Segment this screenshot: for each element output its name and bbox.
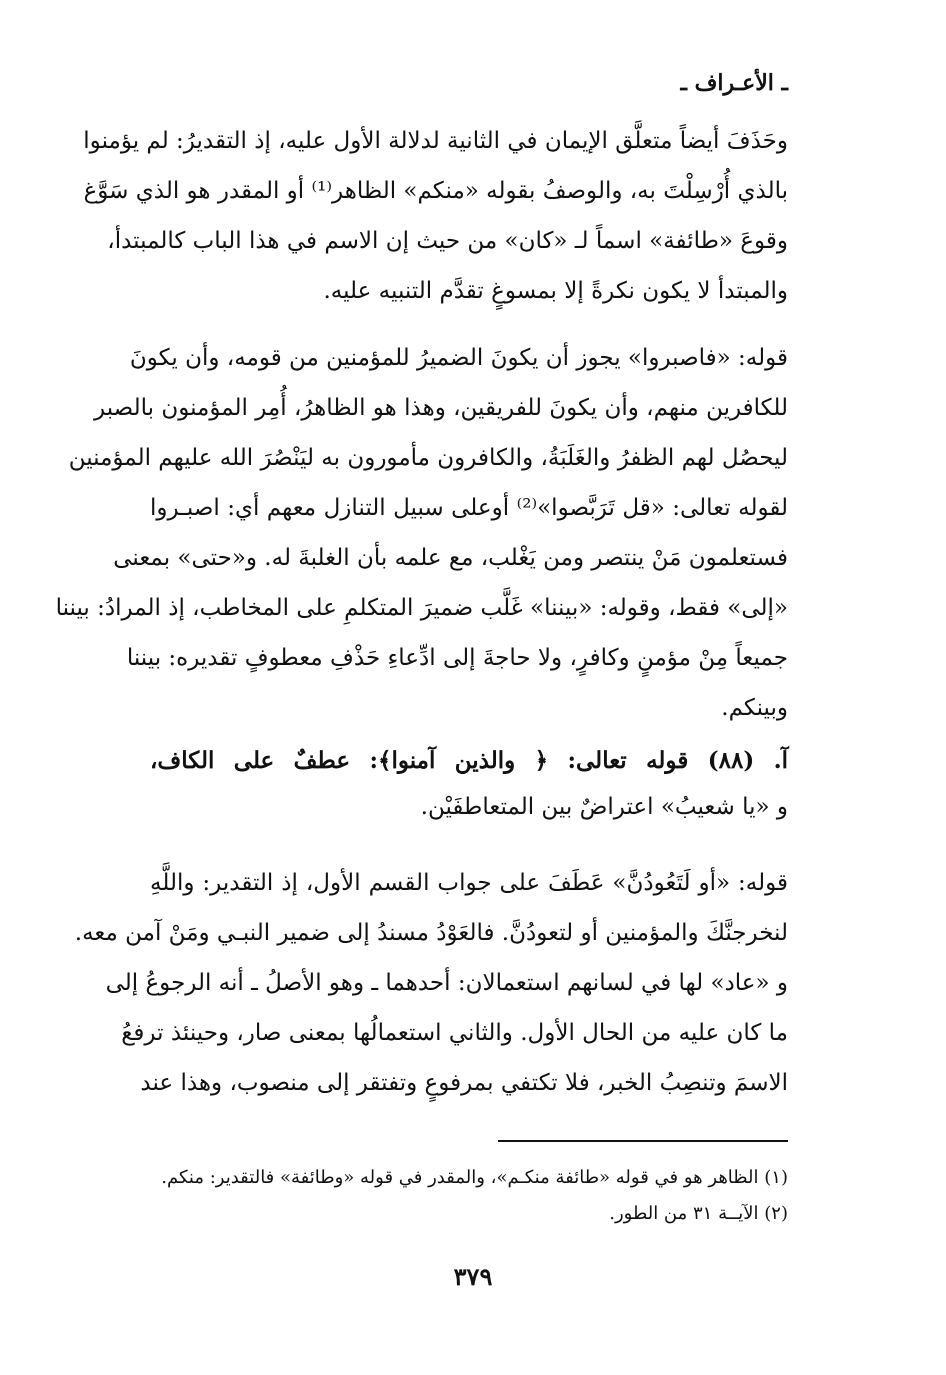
footnote-2: (٢) الآيــة ٣١ من الطور. (609, 1203, 788, 1224)
footnote-divider (498, 1140, 788, 1142)
text-line: «إلى» فقط، وقوله: «بيننا» غَلَّب ضميرَ المتكلمِ على المخاطب، إذ المرادُ: بيننا (55, 595, 788, 621)
paragraph-4 (74, 858, 788, 1108)
footnotes (150, 1160, 788, 1232)
verse-heading-line: آ. (٨٨) قوله تعالى: ﴿ والذين آمنوا﴾: عطفٌ على الكاف، (150, 747, 788, 774)
text-line: قوله: «فاصبروا» يجوز أن يكونَ الضميرُ للمؤمنين من قومه، وأن يكونَ (129, 345, 788, 371)
text-line: فستعلمون مَنْ ينتصر ومن يَغْلب، مع علمه بأن الغلبةَ له. و«حتى» بمعنى (113, 545, 788, 571)
text-line: وبينكم. (721, 695, 788, 721)
text-line: و «يا شعيبُ» اعتراضٌ بين المتعاطفَيْن. (420, 794, 788, 820)
running-header: ـ الأعـراف ـ (680, 70, 788, 96)
text-line: والمبتدأ لا يكون نكرةً إلا بمسوغٍ تقدَّم التنبيه عليه. (323, 278, 788, 304)
text-line: ما كان عليه من الحال الأول. والثاني استعمالُها بمعنى صار، وحينئذ ترفعُ (121, 1020, 788, 1046)
page-number: ٣٧٩ (453, 1262, 493, 1291)
verse-section-88 (150, 738, 788, 830)
text-line: الاسمَ وتنصِبُ الخبر، فلا تكتفي بمرفوعٍ وتفتقر إلى منصوب، وهذا عند (140, 1070, 788, 1096)
paragraph-2 (55, 333, 788, 733)
text-line: وقوعَ «طائفة» اسماً لـ «كان» من حيث إن الاسم في هذا الباب كالمبتدأ، (107, 228, 788, 254)
text-line: قوله: «أو لَتَعُودُنَّ» عَطَفَ على جواب القسم الأول، إذ التقدير: واللَّهِ (150, 870, 788, 896)
text-line: وحَذَفَ أيضاً متعلَّق الإيمان في الثانية لدلالة الأول عليه، إذ التقديرُ: لم يؤمنوا (83, 128, 788, 154)
text-line: لقوله تعالى: «قل تَرَبَّصوا»⁽²⁾ أوعلى سبيل التنازل معهم أي: اصبـروا (150, 495, 788, 521)
text-line: للكافرين منهم، وأن يكونَ للفريقين، وهذا هو الظاهرُ، أُمِر المؤمنون بالصبر (94, 395, 788, 421)
text-line: بالذي أُرْسِلْتَ به، والوصفُ بقوله «منكم» الظاهر⁽¹⁾ أو المقدر هو الذي سَوَّغ (83, 178, 788, 204)
footnote-1: (١) الظاهر هو في قوله «طائفة منكـم»، والمقدر في قوله «وطائفة» فالتقدير: منكم. (161, 1167, 788, 1188)
text-line: ليحصُل لهم الظفرُ والغَلَبَةُ، والكافرون مأمورون به ليَنْصُرَ الله عليهم المؤمنين (68, 445, 788, 471)
paragraph-1 (83, 116, 788, 316)
text-line: جميعاً مِنْ مؤمنٍ وكافرٍ، ولا حاجةَ إلى ادِّعاءِ حَذْفِ معطوفٍ تقديره: بيننا (126, 645, 788, 671)
text-line: لنخرجنَّكَ والمؤمنين أو لتعودُنَّ. فالعَوْدُ مسندُ إلى ضمير النبـي ومَنْ آمن معه. (74, 920, 788, 946)
text-line: و «عاد» لها في لسانهم استعمالان: أحدهما ـ وهو الأصلُ ـ أنه الرجوعُ إلى (105, 970, 788, 996)
